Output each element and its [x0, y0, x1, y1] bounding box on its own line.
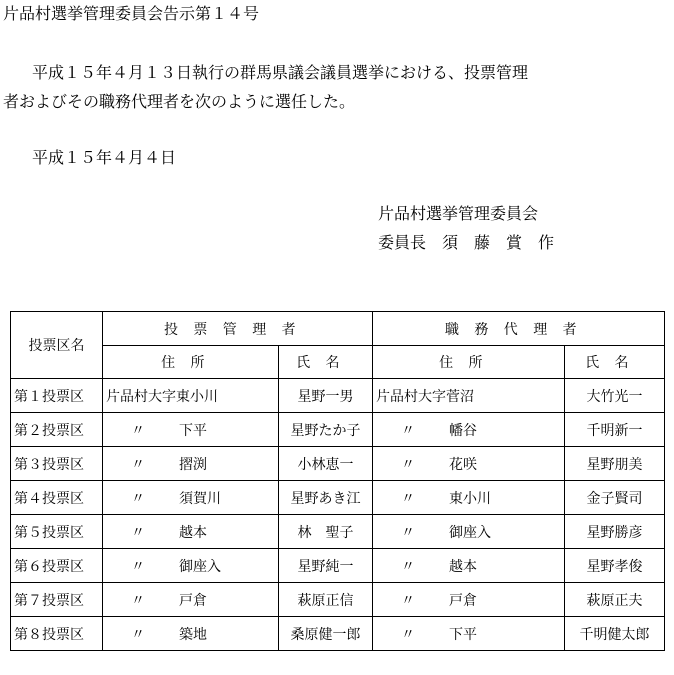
ditto-mark: 〃	[401, 524, 415, 541]
ditto-mark: 〃	[131, 422, 145, 439]
deputy-address-cell-text: 東小川	[449, 490, 491, 507]
manager-name-cell	[279, 481, 373, 515]
table-row	[11, 549, 665, 583]
ditto-mark: 〃	[131, 490, 145, 507]
ditto-mark: 〃	[131, 626, 145, 643]
manager-address-cell	[103, 447, 279, 481]
ditto-mark: 〃	[401, 558, 415, 575]
notice-body-line-2: 者およびその職務代理者を次のように選任した。	[3, 92, 356, 111]
district-cell-text: 第７投票区	[14, 592, 84, 609]
district-cell-text: 第８投票区	[14, 626, 84, 643]
district-cell	[11, 379, 103, 413]
ditto-mark: 〃	[131, 456, 145, 473]
deputy-name-cell	[565, 583, 665, 617]
notice-title: 片品村選挙管理委員会告示第１４号	[3, 4, 260, 23]
manager-address-cell	[103, 515, 279, 549]
manager-address-cell-text: 戸倉	[179, 592, 207, 609]
deputy-name-header: 氏名	[565, 346, 665, 379]
ditto-mark: 〃	[401, 592, 415, 609]
district-cell	[11, 413, 103, 447]
deputy-header: 職務代理者	[373, 312, 665, 346]
manager-name-cell-text: 星野たか子	[290, 422, 361, 439]
manager-address-cell	[103, 549, 279, 583]
district-cell-text: 第６投票区	[14, 558, 84, 575]
deputy-address-cell	[373, 379, 565, 413]
manager-name-cell-text: 桑原健一郎	[290, 626, 361, 643]
deputy-name-cell-text: 星野孝俊	[586, 558, 643, 575]
district-cell-text: 第１投票区	[14, 388, 84, 405]
manager-name-cell-text: 萩原正信	[297, 592, 354, 609]
manager-name-cell-text: 林 聖子	[297, 524, 354, 541]
ditto-mark: 〃	[401, 490, 415, 507]
manager-address-cell	[103, 413, 279, 447]
manager-address-cell-text: 片品村大字東小川	[106, 388, 218, 405]
deputy-address-cell	[373, 481, 565, 515]
appointment-table-body	[11, 379, 665, 651]
manager-name-cell-text: 星野あき江	[290, 490, 361, 507]
deputy-name-cell-text: 萩原正夫	[586, 592, 643, 609]
manager-address-cell	[103, 617, 279, 651]
manager-name-cell	[279, 617, 373, 651]
table-row	[11, 583, 665, 617]
district-cell	[11, 617, 103, 651]
deputy-name-cell-text: 大竹光一	[586, 388, 643, 405]
deputy-address-cell-text: 戸倉	[449, 592, 477, 609]
deputy-address-cell	[373, 583, 565, 617]
table-row	[11, 617, 665, 651]
table-row	[11, 379, 665, 413]
appointment-table	[10, 311, 665, 651]
district-cell	[11, 447, 103, 481]
deputy-name-cell-text: 千明健太郎	[579, 626, 650, 643]
deputy-address-cell	[373, 617, 565, 651]
ditto-mark: 〃	[401, 422, 415, 439]
deputy-address-cell-text: 下平	[449, 626, 477, 643]
table-row	[11, 481, 665, 515]
manager-address-cell-text: 越本	[179, 524, 207, 541]
manager-name-cell	[279, 413, 373, 447]
notice-body-line-1: 平成１５年４月１３日執行の群馬県議会議員選挙における、投票管理	[32, 63, 529, 82]
table-row	[11, 447, 665, 481]
deputy-name-cell	[565, 413, 665, 447]
manager-name-cell-text: 星野純一	[297, 558, 354, 575]
district-cell	[11, 549, 103, 583]
district-cell-text: 第４投票区	[14, 490, 84, 507]
ditto-mark: 〃	[401, 456, 415, 473]
manager-address-cell	[103, 379, 279, 413]
deputy-address-cell-text: 越本	[449, 558, 477, 575]
manager-address-cell-text: 下平	[179, 422, 207, 439]
deputy-address-cell-text: 御座入	[449, 524, 491, 541]
deputy-name-cell	[565, 379, 665, 413]
district-header: 投票区名	[11, 312, 103, 379]
signatory: 委員長 須 藤 賞 作	[378, 233, 555, 252]
deputy-name-cell-text: 千明新一	[586, 422, 643, 439]
deputy-address-cell	[373, 413, 565, 447]
manager-address-cell-text: 築地	[179, 626, 207, 643]
deputy-address-cell	[373, 515, 565, 549]
deputy-name-cell-text: 星野勝彦	[586, 524, 643, 541]
manager-address-cell-text: 摺渕	[179, 456, 207, 473]
district-cell	[11, 515, 103, 549]
manager-name-cell	[279, 549, 373, 583]
deputy-name-cell	[565, 549, 665, 583]
deputy-name-cell	[565, 481, 665, 515]
ditto-mark: 〃	[131, 592, 145, 609]
ditto-mark: 〃	[131, 524, 145, 541]
manager-name-cell	[279, 447, 373, 481]
deputy-address-cell	[373, 447, 565, 481]
district-cell-text: 第５投票区	[14, 524, 84, 541]
deputy-name-cell-text: 星野朋美	[586, 456, 643, 473]
deputy-address-cell-text: 花咲	[449, 456, 477, 473]
deputy-address-header: 住所	[373, 346, 565, 379]
ditto-mark: 〃	[131, 558, 145, 575]
deputy-name-cell-text: 金子賢司	[586, 490, 643, 507]
deputy-address-cell-text: 幡谷	[449, 422, 477, 439]
manager-name-header: 氏名	[279, 346, 373, 379]
manager-address-cell	[103, 481, 279, 515]
manager-address-cell-text: 御座入	[179, 558, 221, 575]
issuing-organization: 片品村選挙管理委員会	[378, 204, 539, 223]
manager-name-cell	[279, 583, 373, 617]
manager-name-cell-text: 星野一男	[297, 388, 354, 405]
notice-date: 平成１５年４月４日	[32, 148, 177, 167]
table-row	[11, 515, 665, 549]
deputy-name-cell	[565, 447, 665, 481]
deputy-name-cell	[565, 617, 665, 651]
manager-address-header: 住所	[103, 346, 279, 379]
manager-address-cell	[103, 583, 279, 617]
table-row	[11, 413, 665, 447]
district-cell-text: 第３投票区	[14, 456, 84, 473]
district-cell	[11, 481, 103, 515]
ditto-mark: 〃	[401, 626, 415, 643]
manager-name-cell-text: 小林恵一	[297, 456, 354, 473]
manager-header: 投票管理者	[103, 312, 373, 346]
deputy-address-cell-text: 片品村大字菅沼	[376, 388, 474, 405]
manager-name-cell	[279, 379, 373, 413]
manager-address-cell-text: 須賀川	[179, 490, 221, 507]
deputy-name-cell	[565, 515, 665, 549]
manager-name-cell	[279, 515, 373, 549]
district-cell	[11, 583, 103, 617]
deputy-address-cell	[373, 549, 565, 583]
district-cell-text: 第２投票区	[14, 422, 84, 439]
